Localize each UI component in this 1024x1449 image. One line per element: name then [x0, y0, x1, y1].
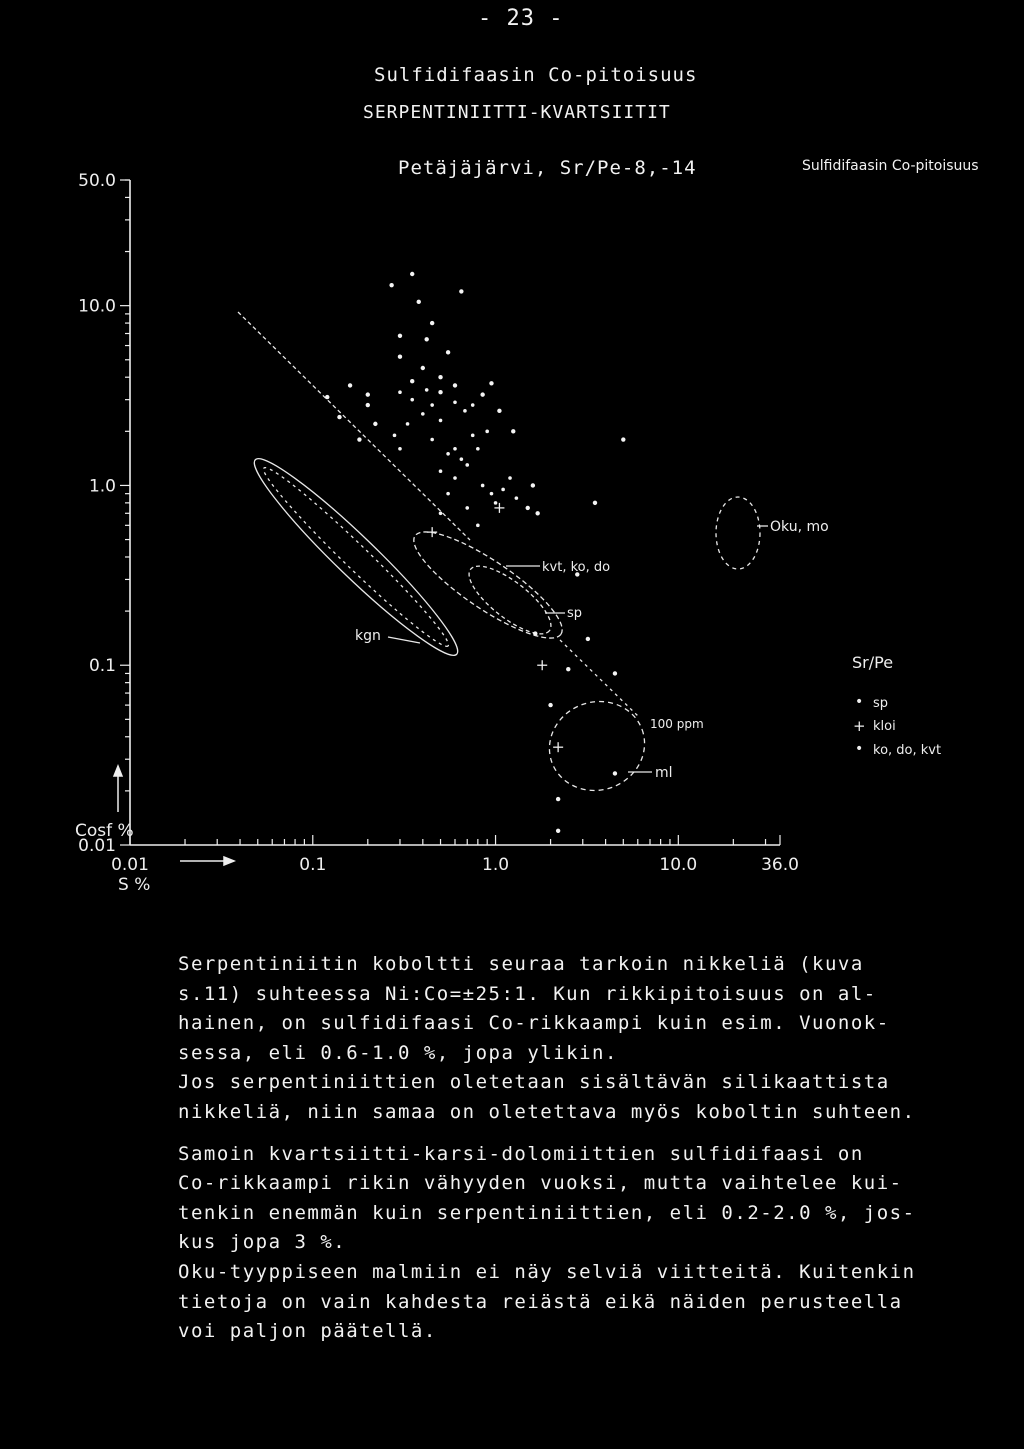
- data-point: [430, 403, 434, 407]
- data-point: [533, 631, 537, 635]
- data-point: [337, 415, 341, 419]
- legend-symbol-kloi: +: [853, 717, 866, 735]
- data-point: [438, 390, 442, 394]
- kgn-label: kgn: [355, 628, 381, 644]
- text-line: tietoja on vain kahdesta reiästä eikä näiden perusteella: [178, 1290, 903, 1313]
- data-point: [453, 401, 457, 405]
- data-point: [439, 419, 443, 423]
- text-line: kus jopa 3 %.: [178, 1231, 347, 1254]
- y-tick-label: 0.1: [88, 656, 116, 677]
- text-line: tenkin enemmän kuin serpentiniittien, eli 0.2-2.0 %, jos-: [178, 1201, 916, 1224]
- data-point: [508, 476, 512, 480]
- x-tick-label: 0.01: [111, 855, 149, 875]
- data-point: [465, 463, 469, 467]
- data-point: [471, 434, 475, 438]
- data-point: [490, 492, 494, 496]
- chart-location: Petäjäjärvi, Sr/Pe-8,-14: [398, 157, 697, 179]
- y-axis-label: Cosf %: [75, 821, 134, 841]
- data-point: [511, 429, 515, 433]
- data-point: [446, 492, 450, 496]
- data-point: [446, 452, 450, 456]
- x-tick-label: 1.0: [482, 855, 510, 875]
- data-point: [621, 437, 625, 441]
- data-point: [398, 390, 402, 394]
- data-point: [476, 447, 480, 451]
- text-line: nikkeliä, niin samaa on oletettava myös koboltin suhteen.: [178, 1100, 916, 1123]
- text-line: s.11) suhteessa Ni:Co=±25:1. Kun rikkipitoisuus on al-: [178, 982, 877, 1005]
- data-point: [430, 438, 434, 442]
- x-tick-label: 36.0: [761, 855, 799, 875]
- text-line: Oku-tyyppiseen malmiin ei näy selviä viitteitä. Kuitenkin: [178, 1260, 916, 1283]
- text-line: Samoin kvartsiitti-karsi-dolomiittien sulfidifaasi on: [178, 1142, 864, 1165]
- data-point: [556, 797, 560, 801]
- data-point: [548, 703, 552, 707]
- y-tick-label: 1.0: [88, 476, 116, 497]
- text-line: hainen, on sulfidifaasi Co-rikkaampi kuin esim. Vuonok-: [178, 1012, 890, 1035]
- kgn-leader: [388, 637, 420, 643]
- text-line: sessa, eli 0.6-1.0 %, jopa ylikin.: [178, 1041, 618, 1064]
- kvt-label: kvt, ko, do: [542, 560, 611, 575]
- legend-symbol-sp: •: [855, 694, 864, 710]
- data-point: [366, 403, 370, 407]
- text-line: Jos serpentiniittien oletetaan sisältävän silikaattista: [178, 1071, 890, 1094]
- y-tick-label: 50.0: [78, 171, 116, 191]
- ml-label: ml: [655, 765, 673, 781]
- data-point: [489, 381, 493, 385]
- data-point: [424, 337, 428, 341]
- body-text: [178, 950, 978, 1347]
- data-point: [613, 771, 617, 775]
- data-point: [430, 321, 434, 325]
- trend-line: [238, 312, 470, 540]
- chart-subtitle: SERPENTINIITTI-KVARTSIITIT: [363, 102, 671, 123]
- data-point: [398, 447, 402, 451]
- data-point: [556, 829, 560, 833]
- legend-label-sp: sp: [873, 696, 889, 711]
- data-point: [410, 272, 414, 276]
- sp-label: sp: [567, 606, 583, 621]
- data-point: [425, 388, 429, 392]
- legend-title: Sr/Pe: [852, 653, 894, 672]
- data-point: [613, 671, 617, 675]
- kvt-region: [402, 516, 575, 654]
- data-point: [480, 392, 484, 396]
- data-point: [566, 667, 570, 671]
- data-point: [373, 422, 377, 426]
- data-point: [471, 403, 475, 407]
- legend-symbol-kodo: •: [855, 741, 864, 757]
- data-point: [393, 434, 397, 438]
- data-point: [398, 334, 402, 338]
- data-point: [389, 283, 393, 287]
- data-point: [446, 350, 450, 354]
- chart-axes: [130, 180, 780, 845]
- data-point: [410, 398, 414, 402]
- legend-label-kodo: ko, do, kvt: [873, 743, 942, 758]
- data-point: [439, 511, 443, 515]
- text-line: Serpentiniitin koboltti seuraa tarkoin nikkeliä (kuva: [178, 953, 864, 975]
- data-point: [406, 422, 410, 426]
- trend-line-lower: [560, 640, 640, 718]
- data-point: [497, 409, 501, 413]
- data-point: [501, 488, 505, 492]
- chart-title: Sulfidifaasin Co-pitoisuus: [374, 64, 698, 86]
- data-point: [465, 506, 469, 510]
- axis-arrows: [114, 766, 234, 865]
- data-point-cross: [553, 742, 563, 752]
- data-point: [325, 395, 329, 399]
- data-point: [460, 457, 464, 461]
- data-point: [593, 501, 597, 505]
- data-point-cross: [537, 660, 547, 670]
- oku-region: [716, 497, 760, 569]
- data-point: [398, 355, 402, 359]
- data-point: [459, 289, 463, 293]
- data-point: [531, 483, 535, 487]
- oku-label: Oku, mo: [770, 519, 829, 535]
- data-point: [526, 506, 530, 510]
- x-tick-label: 10.0: [659, 855, 698, 875]
- x-tick-label: 0.1: [299, 855, 327, 875]
- page-number: - 23 -: [478, 6, 564, 31]
- paragraph-1: [178, 950, 978, 1128]
- data-point: [439, 469, 443, 473]
- data-point: [481, 484, 485, 488]
- data-point: [586, 637, 590, 641]
- data-points: [325, 272, 625, 833]
- data-point: [410, 379, 414, 383]
- data-point: [453, 476, 457, 480]
- data-point: [463, 409, 467, 413]
- data-point: [417, 300, 421, 304]
- ml-region: [537, 688, 657, 804]
- data-point: [515, 496, 519, 500]
- chart-side-title: Sulfidifaasin Co-pitoisuus: [802, 158, 979, 174]
- data-point: [494, 501, 498, 505]
- y-tick-label: 0.01: [78, 836, 116, 856]
- data-point: [476, 524, 480, 528]
- text-line: Co-rikkaampi rikin vähyyden vuoksi, mutta vaihtelee kui-: [178, 1172, 903, 1195]
- paragraph-2: [178, 1140, 978, 1347]
- y-tick-label: 10.0: [78, 296, 116, 317]
- legend-label-kloi: kloi: [873, 719, 896, 734]
- data-point: [421, 412, 425, 416]
- data-point-cross: [427, 527, 437, 537]
- data-point: [453, 447, 457, 451]
- data-point: [348, 383, 352, 387]
- data-point: [535, 511, 539, 515]
- legend: [852, 653, 941, 758]
- data-point: [421, 366, 425, 370]
- data-point: [453, 383, 457, 387]
- data-point: [438, 375, 442, 379]
- data-point: [357, 437, 361, 441]
- text-line: voi paljon päätellä.: [178, 1320, 437, 1343]
- ppm-label: 100 ppm: [650, 717, 704, 731]
- chart-ticks: [78, 171, 799, 875]
- data-point: [366, 392, 370, 396]
- data-point: [485, 430, 489, 434]
- x-axis-label: S %: [118, 875, 151, 895]
